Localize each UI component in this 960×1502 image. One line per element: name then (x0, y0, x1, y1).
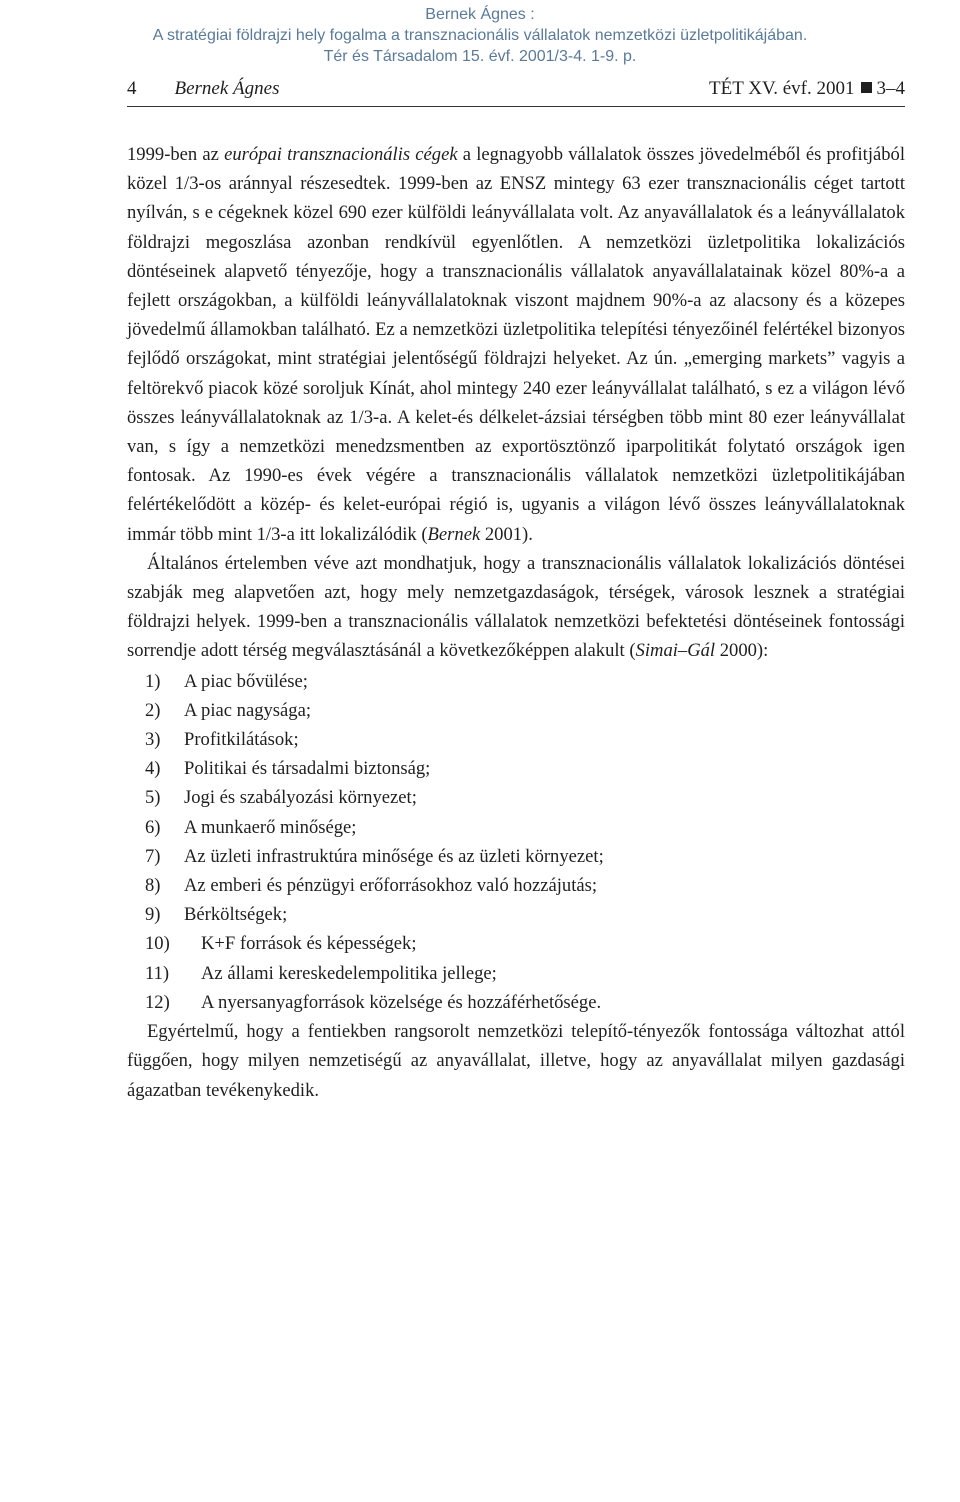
running-head (127, 76, 905, 102)
list-item-number: 10) (145, 933, 170, 955)
list-item-text: A piac bővülése; (184, 670, 308, 692)
list-item-number: 4) (145, 758, 161, 780)
citation-header (0, 4, 960, 67)
list-item-number: 9) (145, 904, 161, 926)
page-number: 4 (127, 78, 137, 99)
citation-title: A stratégiai földrajzi hely fogalma a transznacionális vállalatok nemzetközi üzletpolitikájában. (152, 27, 808, 44)
list-item-number: 8) (145, 875, 161, 897)
list-item (127, 929, 905, 958)
list-item-number: 5) (145, 787, 161, 809)
list-item (127, 900, 905, 929)
citation-source: Tér és Társadalom 15. évf. 2001/3-4. 1-9. p. (323, 48, 637, 65)
list-item-text: Az állami kereskedelempolitika jellege; (201, 962, 497, 984)
list-item-number: 3) (145, 729, 161, 751)
header-rule (127, 106, 905, 107)
list-item (127, 988, 905, 1017)
list-item (127, 959, 905, 988)
list-item (127, 754, 905, 783)
paragraph-1-text-b: a legnagyobb vállalatok összes jövedelméből és profitjából közel 1/3-os aránnyal részesedtek. 1999-ben az ENSZ mintegy 63 ezer transznacionális céget tartott nyílván, s e cégeknek közel 690 ezer külföldi leányvállalata volt. Az anyavállalatok és a leányvállalatok földrajzi megoszlása azonban rendkívül egyenlőtlen. A nemzetközi üzletpolitika lokalizációs döntéseinek alapvető tényezője, hogy a transznacionális vállalatok anyavállalatainak közel 80%-a a fejlett országokban, a külföldi leányvállalatoknak viszont majdnem 90%-a az alacsony és a közepes jövedelmű államokban található. Ez a nemzetközi üzletpolitika telepítési tényezőinél felértékel bizonyos fejlődő országokat, mint stratégiai jelentőségű földrajzi helyeket. Az ún. „emerging markets” vagyis a feltörekvő piacok közé soroljuk Kínát, ahol mintegy 240 ezer leányvállalat található, s ez a világon lévő összes leányvállalatoknak az 1/3-a. A kelet-és délkelet-ázsiai térségben több mint 80 ezer leányvállalat van, s így a nemzetközi menedzsmentben az exportösztönző iparpolitikát folytató országok igen fontosak. Az 1990-es évek végére a transznacionális vállalatok nemzetközi üzletpolitikájában felértékelődött a közép- és kelet-európai régió is, ugyanis a világon lévő összes leányvállalatoknak immár több mint 1/3-a itt lokalizálódik ( (127, 144, 905, 545)
paragraph-1 (127, 140, 905, 549)
paragraph-2-citation-year: 2000): (715, 640, 769, 662)
journal-issue: 3–4 (876, 78, 905, 99)
list-item-number: 12) (145, 991, 170, 1013)
list-item (127, 725, 905, 754)
paragraph-1-citation-author: Bernek (427, 523, 481, 545)
list-item-text: A nyersanyagforrások közelsége és hozzáférhetősége. (201, 991, 602, 1013)
paragraph-1-citation-year: 2001). (480, 523, 533, 545)
paragraph-2-text: Általános értelemben véve azt mondhatjuk, hogy a transznacionális vállalatok lokalizációs döntései szabják meg alapvetően azt, hogy mely nemzetgazdaságok, térségek, városok lesznek a stratégiai földrajzi helyek. 1999-ben a transznacionális vállalatok nemzetközi befektetési döntéseinek fontossági sorrendje adott térség megválasztásánál a következőképpen alakult ( (127, 552, 905, 662)
list-item-number: 1) (145, 670, 161, 692)
paragraph-1-emphasis: európai transznacionális cégek (224, 144, 458, 165)
paragraph-2-citation-author: Simai–Gál (635, 640, 716, 662)
ranking-list (127, 667, 905, 1017)
paragraph-2 (127, 549, 905, 666)
list-item-number: 2) (145, 699, 161, 721)
list-item-number: 6) (145, 816, 161, 838)
list-item-number: 7) (145, 845, 161, 867)
list-item-number: 11) (145, 962, 170, 984)
list-item-text: Jogi és szabályozási környezet; (184, 787, 417, 809)
paragraph-1-text-a: 1999-ben az (127, 144, 225, 165)
square-bullet-icon (861, 82, 872, 93)
journal-name: TÉT XV. évf. 2001 (709, 78, 855, 99)
list-item (127, 813, 905, 842)
list-item-text: Az üzleti infrastruktúra minősége és az üzleti környezet; (184, 845, 604, 867)
list-item (127, 667, 905, 696)
list-item (127, 783, 905, 812)
list-item-text: Profitkilátások; (184, 729, 299, 751)
list-item (127, 842, 905, 871)
list-item-text: Az emberi és pénzügyi erőforrásokhoz való hozzájutás; (184, 875, 598, 897)
article-body (127, 140, 905, 1105)
running-head-left (127, 76, 279, 102)
paragraph-3: Egyértelmű, hogy a fentiekben rangsorolt nemzetközi telepítő-tényezők fontossága változhat attól függően, hogy milyen nemzetiségű az anyavállalat, illetve, hogy az anyavállalat milyen gazdasági ágazatban tevékenykedik. (127, 1021, 905, 1101)
citation-author: Bernek Ágnes : (425, 6, 535, 23)
list-item-text: Politikai és társadalmi biztonság; (184, 758, 431, 780)
running-head-author: Bernek Ágnes (174, 78, 280, 99)
list-item-text: K+F források és képességek; (201, 933, 417, 955)
running-head-journal (709, 76, 905, 102)
list-item (127, 696, 905, 725)
list-item-text: Bérköltségek; (184, 904, 288, 926)
list-item-text: A munkaerő minősége; (184, 816, 357, 838)
list-item (127, 871, 905, 900)
list-item-text: A piac nagysága; (184, 699, 312, 721)
